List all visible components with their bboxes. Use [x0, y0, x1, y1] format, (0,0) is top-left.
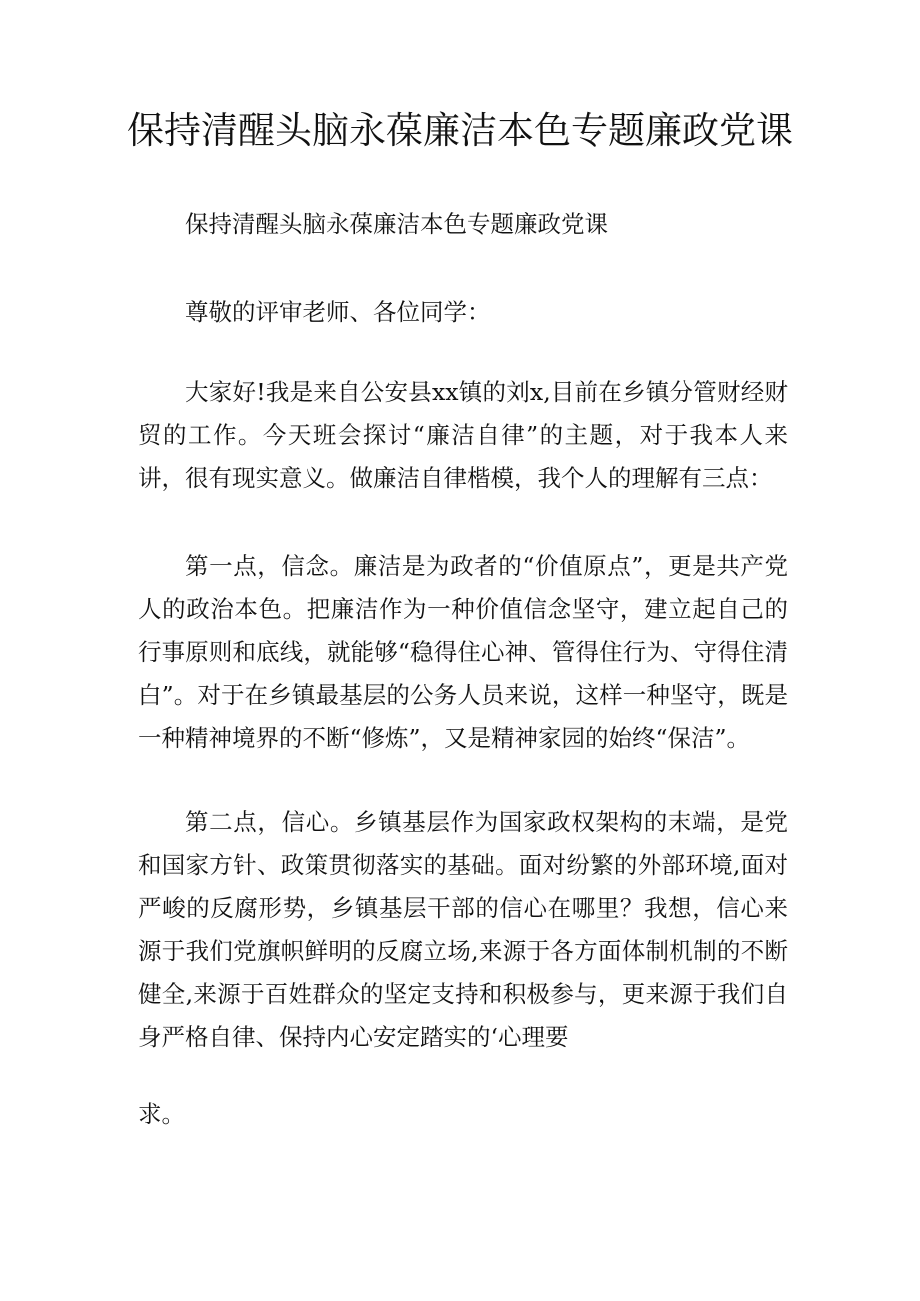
intro-paragraph: 大家好!我是来自公安县xx镇的刘x,目前在乡镇分管财经财贸的工作。今天班会探讨“廉洁自律”的主题，对于我本人来讲，很有现实意义。做廉洁自律楷模，我个人的理解有三点： — [138, 378, 788, 492]
second-point-paragraph: 第二点，信心。乡镇基层作为国家政权架构的末端，是党和国家方针、政策贯彻落实的基础。面对纷繁的外部环境,面对严峻的反腐形势，乡镇基层干部的信心在哪里？我想，信心来源于我们党旗帜鲜明的反腐立场,来源于各方面体制机制的不断健全,来源于百姓群众的坚定支持和积极参与，更来源于我们自身严格自律、保持内心安定踏实的‘心理要 — [138, 808, 788, 1051]
first-point-paragraph: 第一点，信念。廉洁是为政者的“价值原点”，更是共产党人的政治本色。把廉洁作为一种价值信念坚守，建立起自己的行事原则和底线，就能够“稳得住心神、管得住行为、守得住清白”。对于在乡镇最基层的公务人员来说，这样一种坚守，既是一种精神境界的不断“修炼”，又是精神家园的始终“保洁”。 — [138, 552, 788, 752]
continuation-paragraph: 求。 — [138, 1100, 185, 1128]
greeting-paragraph: 尊敬的评审老师、各位同学： — [185, 298, 491, 326]
subtitle-paragraph: 保持清醒头脑永葆廉洁本色专题廉政党课 — [185, 210, 608, 238]
document-title: 保持清醒头脑永葆廉洁本色专题廉政党课 — [127, 109, 793, 152]
